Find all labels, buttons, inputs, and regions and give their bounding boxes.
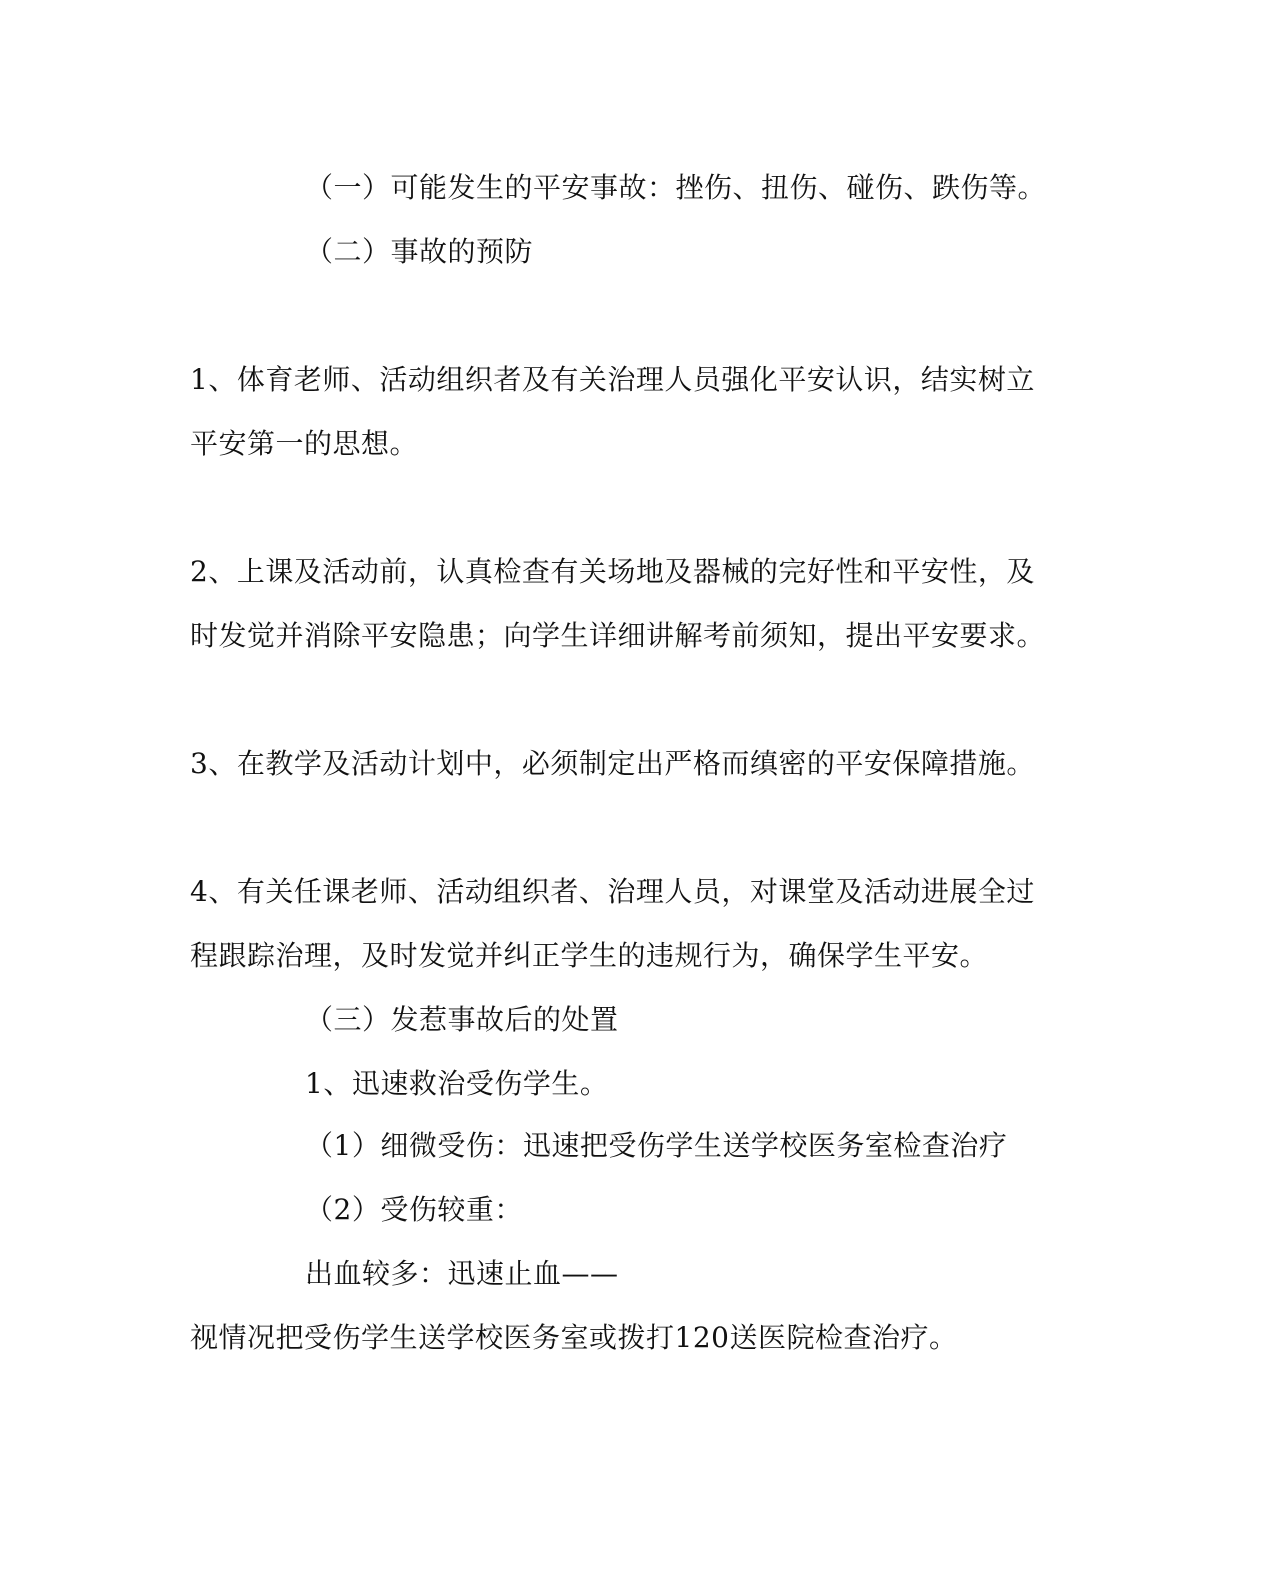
handling-bleeding-continued: 视情况把受伤学生送学校医务室或拨打120送医院检查治疗。 [190,1321,958,1354]
item-4-line-2: 程跟踪治理，及时发觉并纠正学生的违规行为，确保学生平安。 [190,939,989,972]
heading-handling: （三）发惹事故后的处置 [305,1003,619,1036]
heading-prevention: （二）事故的预防 [305,235,534,268]
item-2-line-1: 2、上课及活动前，认真检查有关场地及器械的完好性和平安性，及 [190,555,1035,588]
handling-minor-injury: （1）细微受伤：迅速把受伤学生送学校医务室检查治疗 [305,1129,1008,1162]
item-4-line-1: 4、有关任课老师、活动组织者、治理人员，对课堂及活动进展全过 [190,875,1035,908]
handling-item-1: 1、迅速救治受伤学生。 [305,1067,609,1100]
item-1-line-2: 平安第一的思想。 [190,427,419,460]
item-3-line-1: 3、在教学及活动计划中，必须制定出严格而缜密的平安保障措施。 [190,747,1035,780]
handling-bleeding: 出血较多：迅速止血—— [305,1257,619,1290]
handling-serious-injury: （2）受伤较重： [305,1193,523,1226]
item-1-line-1: 1、体育老师、活动组织者及有关治理人员强化平安认识，结实树立 [190,363,1035,396]
heading-accident-types: （一）可能发生的平安事故：挫伤、扭伤、碰伤、跌伤等。 [305,171,1047,204]
item-2-line-2: 时发觉并消除平安隐患；向学生详细讲解考前须知，提出平安要求。 [190,619,1046,652]
